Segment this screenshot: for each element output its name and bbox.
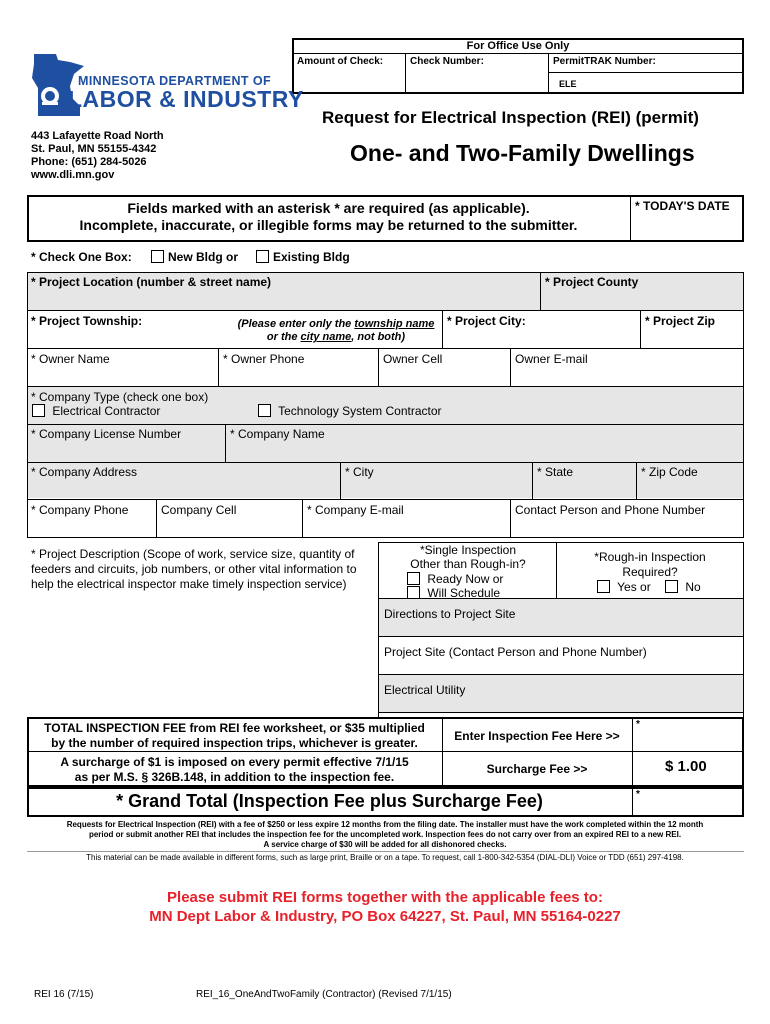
company-email-field[interactable]: * Company E-mail [307, 503, 404, 517]
todays-date-field[interactable]: * TODAY'S DATE [635, 199, 730, 213]
rough-in-no-checkbox[interactable] [665, 580, 678, 593]
check-one-box-label: * Check One Box: [31, 250, 132, 264]
electrical-contractor-checkbox[interactable] [32, 404, 45, 417]
project-county-field[interactable]: * Project County [545, 275, 639, 289]
logo-line1: MINNESOTA DEPARTMENT OF [78, 74, 271, 88]
project-location-field[interactable]: * Project Location (number & street name) [31, 275, 272, 289]
surcharge-line-2: as per M.S. § 326B.148, in addition to the inspection fee. [74, 770, 395, 784]
electrical-contractor-option[interactable]: Electrical Contractor [32, 404, 160, 418]
form-subtitle: One- and Two-Family Dwellings [350, 140, 695, 166]
company-license-field[interactable]: * Company License Number [31, 427, 182, 441]
total-fee-line-1: TOTAL INSPECTION FEE from REI fee worksheet, or $35 multiplied [44, 721, 425, 735]
form-title: Request for Electrical Inspection (REI) (permit) [322, 108, 699, 127]
project-description-input[interactable] [30, 595, 374, 713]
township-note: (Please enter only the township name or the city name, not both) [237, 318, 435, 343]
accessibility-notice: This material can be made available in different forms, such as large print, Braille or on a tape. To request, call 1-800-342-5354 (DIAL-DLI) Voice or TDD (651) 297-4198. [86, 853, 684, 862]
ready-now-option[interactable]: Ready Now or [407, 572, 503, 586]
company-name-field[interactable]: * Company Name [230, 427, 325, 441]
logo-line2: LABOR & INDUSTRY [68, 86, 304, 112]
company-zip-field[interactable]: * Zip Code [641, 465, 698, 479]
rough-in-required-label: Required? [622, 565, 678, 579]
new-bldg-option[interactable]: New Bldg or [151, 250, 238, 264]
inspection-fee-input[interactable] [640, 720, 740, 750]
project-township-field[interactable]: * Project Township: [31, 314, 143, 328]
technology-contractor-option[interactable]: Technology System Contractor [258, 404, 442, 418]
address-line-2: St. Paul, MN 55155-4342 [31, 143, 157, 155]
company-state-field[interactable]: * State [537, 465, 574, 479]
submit-address: MN Dept Labor & Industry, PO Box 64227, St. Paul, MN 55164-0227 [149, 908, 621, 925]
address-phone: Phone: (651) 284-5026 [31, 156, 147, 168]
rough-in-yes-option[interactable]: Yes or [597, 580, 651, 594]
existing-bldg-option[interactable]: Existing Bldg [256, 250, 350, 264]
single-inspection-label: *Single Inspection [419, 543, 517, 557]
new-bldg-checkbox[interactable] [151, 250, 164, 263]
ready-now-checkbox[interactable] [407, 572, 420, 585]
project-description-line-2: feeders and circuits, job numbers, or other vital information to [31, 562, 357, 576]
inspection-fee-asterisk: * [636, 719, 640, 730]
rough-in-no-option[interactable]: No [665, 580, 701, 594]
surcharge-fee-value: $ 1.00 [665, 758, 707, 775]
owner-name-field[interactable]: * Owner Name [31, 352, 110, 366]
project-site-contact-field[interactable]: Project Site (Contact Person and Phone Number) [384, 645, 647, 659]
project-description-line-1: * Project Description (Scope of work, service size, quantity of [31, 547, 355, 561]
notice-line-2: Incomplete, inaccurate, or illegible forms may be returned to the submitter. [79, 217, 578, 233]
project-zip-field[interactable]: * Project Zip [645, 314, 716, 328]
surcharge-fee-label: Surcharge Fee >> [486, 762, 588, 776]
technology-contractor-checkbox[interactable] [258, 404, 271, 417]
fine-print-line-2: period or submit another REI that includes the inspection fee for the uncompleted work. Inspection fees do not carry over from an expired REI to a new REI. [88, 830, 682, 839]
enter-inspection-fee-label: Enter Inspection Fee Here >> [454, 729, 620, 743]
surcharge-line-1: A surcharge of $1 is imposed on every permit effective 7/1/15 [60, 755, 409, 769]
owner-email-field[interactable]: Owner E-mail [515, 352, 588, 366]
owner-cell-field[interactable]: Owner Cell [383, 352, 443, 366]
address-line-1: 443 Lafayette Road North [31, 130, 164, 142]
grand-total-asterisk: * [636, 789, 640, 800]
company-phone-field[interactable]: * Company Phone [31, 503, 129, 517]
company-address-field[interactable]: * Company Address [31, 465, 138, 479]
company-type-label: * Company Type (check one box) [31, 390, 209, 404]
address-website: www.dli.mn.gov [31, 169, 115, 181]
directions-field[interactable]: Directions to Project Site [384, 607, 516, 621]
project-description-line-3: help the electrical inspector make timely inspection service) [31, 577, 347, 591]
project-city-field[interactable]: * Project City: [447, 314, 526, 328]
office-use-title: For Office Use Only [466, 40, 570, 52]
form-file-name: REI_16_OneAndTwoFamily (Contractor) (Revised 7/1/15) [196, 989, 452, 1000]
mn-dli-logo [30, 52, 304, 122]
submit-line-1: Please submit REI forms together with the applicable fees to: [167, 889, 603, 906]
form-number: REI 16 (7/15) [34, 989, 94, 1000]
will-schedule-checkbox[interactable] [407, 586, 420, 599]
grand-total-input[interactable] [640, 790, 740, 814]
electrical-utility-field[interactable]: Electrical Utility [384, 683, 466, 697]
company-cell-field[interactable]: Company Cell [161, 503, 237, 517]
total-fee-line-2: by the number of required inspection trips, whichever is greater. [51, 736, 418, 750]
grand-total-label: * Grand Total (Inspection Fee plus Surcharge Fee) [116, 791, 543, 811]
fine-print-line-3: A service charge of $30 will be added for all dishonored checks. [263, 840, 507, 849]
permittrak-number-field[interactable]: PermitTRAK Number: [553, 56, 656, 67]
rough-in-inspection-label: *Rough-in Inspection [594, 550, 706, 564]
contact-person-field[interactable]: Contact Person and Phone Number [515, 503, 706, 517]
amount-of-check-field[interactable]: Amount of Check: [297, 56, 384, 67]
permittrak-prefix: ELE [559, 79, 577, 89]
notice-line-1: Fields marked with an asterisk * are required (as applicable). [127, 200, 530, 216]
owner-phone-field[interactable]: * Owner Phone [223, 352, 305, 366]
company-city-field[interactable]: * City [345, 465, 374, 479]
existing-bldg-checkbox[interactable] [256, 250, 269, 263]
other-than-rough-in-label: Other than Rough-in? [410, 557, 526, 571]
rough-in-yes-checkbox[interactable] [597, 580, 610, 593]
will-schedule-option[interactable]: Will Schedule [407, 586, 500, 600]
fine-print-line-1: Requests for Electrical Inspection (REI) with a fee of $250 or less expire 12 months from the filing date. The installer must have the work completed within the 12 month [66, 820, 704, 829]
check-number-field[interactable]: Check Number: [410, 56, 484, 67]
